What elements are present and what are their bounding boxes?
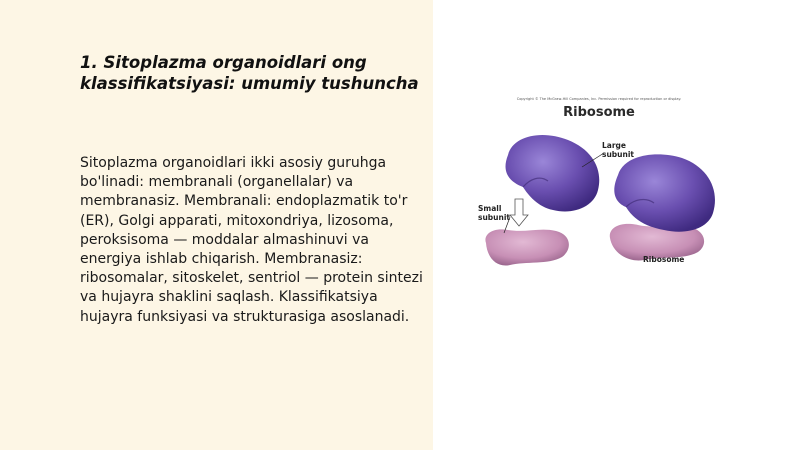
assembled-large-subunit-shape	[614, 154, 715, 231]
ribosome-illustration	[468, 95, 730, 280]
small-subunit-shape	[485, 229, 568, 265]
label-large-subunit: Large subunit	[602, 141, 635, 159]
figure-copyright: Copyright © The McGraw-Hill Companies, Inc. Permission required for reproduction or display.	[516, 97, 682, 101]
ribosome-figure	[468, 95, 730, 280]
label-small-subunit: Small subunit	[478, 204, 511, 222]
figure-title: Ribosome	[563, 105, 635, 120]
label-ribosome: Ribosome	[643, 255, 685, 264]
slide-body: Sitoplazma organoidlari ikki asosiy guruhga bo'linadi: membranali (organellalar) va membranasiz. Membranali: endoplazmatik to'r (ER), Golgi apparati, mitoxondriya, lizosoma, peroksisoma — moddalar almashinuvi va energiya ishlab chiqarish. Membranasiz: ribosomalar, sitoskelet, sentriol — protein sintezi va hujayra shaklini saqlash. Klassifikatsiya hujayra funksiyasi va strukturasiga asoslanadi.	[80, 155, 423, 325]
slide-title: 1. Sitoplazma organoidlari ong klassifikatsiyasi: umumiy tushuncha	[80, 53, 419, 93]
